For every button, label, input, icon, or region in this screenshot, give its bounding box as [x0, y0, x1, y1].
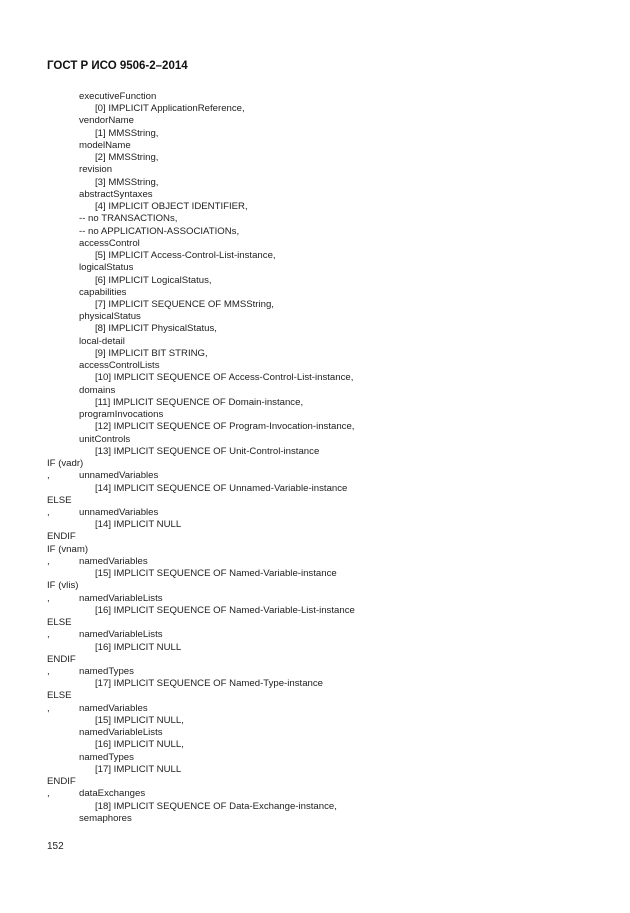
code-line: [0, 690, 630, 702]
code-line: [0, 666, 630, 678]
code-line-text: modelName: [79, 139, 131, 151]
code-line-text: unitControls: [79, 433, 131, 445]
code-line-text: capabilities: [79, 286, 127, 298]
page-number: 152: [47, 841, 64, 852]
code-line: [0, 495, 630, 507]
code-line: [0, 617, 630, 629]
code-line: [0, 507, 630, 519]
code-line: [0, 593, 630, 605]
code-line-text: [14] IMPLICIT NULL: [95, 519, 182, 531]
code-line: [0, 348, 630, 360]
code-line: [0, 262, 630, 274]
document-header: ГОСТ Р ИСО 9506-2–2014: [47, 60, 188, 72]
code-line: [0, 250, 630, 262]
code-line: [0, 213, 630, 225]
code-line-text: executiveFunction: [79, 91, 157, 102]
code-line: [0, 128, 630, 140]
code-line: [0, 739, 630, 751]
code-line-text: [1] MMSString,: [95, 127, 159, 139]
code-line: [0, 458, 630, 470]
code-line-text: namedVariableLists: [79, 629, 163, 641]
code-line-text: namedTypes: [79, 666, 134, 678]
code-line: [0, 605, 630, 617]
code-line: [0, 421, 630, 433]
code-line: [0, 189, 630, 201]
code-line-text: logicalStatus: [79, 262, 134, 274]
comma-separator: ,: [47, 702, 50, 714]
code-line: [0, 385, 630, 397]
code-line: [0, 764, 630, 776]
code-line: [0, 275, 630, 287]
code-line-text: namedVariableLists: [79, 592, 163, 604]
code-line: [0, 164, 630, 176]
code-line-text: IF (vadr): [47, 458, 84, 470]
code-line-text: ENDIF: [47, 653, 76, 665]
code-line: [0, 703, 630, 715]
code-line: [0, 323, 630, 335]
comma-separator: ,: [47, 470, 50, 482]
code-line: [0, 238, 630, 250]
code-line-text: [18] IMPLICIT SEQUENCE OF Data-Exchange-instance,: [95, 800, 337, 812]
code-line-text: semaphores: [79, 812, 132, 824]
code-line: [0, 629, 630, 641]
code-line-text: abstractSyntaxes: [79, 188, 153, 200]
code-line: [0, 152, 630, 164]
code-line: [0, 678, 630, 690]
code-line-text: -- no TRANSACTIONs,: [79, 213, 178, 225]
code-line: [0, 115, 630, 127]
code-line-text: [16] IMPLICIT NULL: [95, 641, 182, 653]
code-line-text: accessControl: [79, 237, 140, 249]
code-line-text: local-detail: [79, 335, 125, 347]
code-line-text: [17] IMPLICIT SEQUENCE OF Named-Type-instance: [95, 678, 324, 690]
code-line: [0, 483, 630, 495]
code-line-text: IF (vnam): [47, 543, 89, 555]
code-line-text: domains: [79, 384, 116, 396]
code-line-text: IF (vlis): [47, 580, 79, 592]
code-line-text: [14] IMPLICIT SEQUENCE OF Unnamed-Variable-instance: [95, 482, 348, 494]
code-line-text: accessControlLists: [79, 360, 160, 372]
code-line-text: ELSE: [47, 617, 72, 629]
code-line: [0, 727, 630, 739]
code-line-text: physicalStatus: [79, 311, 141, 323]
code-line: [0, 531, 630, 543]
code-line-text: [0] IMPLICIT ApplicationReference,: [95, 103, 245, 115]
code-line: [0, 409, 630, 421]
code-line-text: [17] IMPLICIT NULL: [95, 763, 182, 775]
code-line-text: unnamedVariables: [79, 506, 159, 518]
code-line: [0, 752, 630, 764]
code-line-text: ENDIF: [47, 776, 76, 788]
code-line-text: [15] IMPLICIT NULL,: [95, 714, 184, 726]
code-line-text: [4] IMPLICIT OBJECT IDENTIFIER,: [95, 201, 248, 213]
code-line-text: [12] IMPLICIT SEQUENCE OF Program-Invocation-instance,: [95, 421, 355, 433]
code-line: [0, 287, 630, 299]
code-line-text: [8] IMPLICIT PhysicalStatus,: [95, 323, 217, 335]
comma-separator: ,: [47, 506, 50, 518]
code-line: [0, 788, 630, 800]
code-line-text: [7] IMPLICIT SEQUENCE OF MMSString,: [95, 298, 274, 310]
code-line-text: namedVariables: [79, 555, 148, 567]
comma-separator: ,: [47, 666, 50, 678]
code-line: [0, 103, 630, 115]
code-line: [0, 556, 630, 568]
code-line: [0, 776, 630, 788]
code-line-text: [15] IMPLICIT SEQUENCE OF Named-Variable-instance: [95, 568, 337, 580]
code-line: [0, 568, 630, 580]
code-line: [0, 201, 630, 213]
comma-separator: ,: [47, 592, 50, 604]
code-line-text: vendorName: [79, 115, 134, 127]
code-line-text: ENDIF: [47, 531, 76, 543]
code-line: [0, 372, 630, 384]
code-line-text: [10] IMPLICIT SEQUENCE OF Access-Control-List-instance,: [95, 372, 354, 384]
code-line-text: [3] MMSString,: [95, 176, 159, 188]
code-line: [0, 397, 630, 409]
comma-separator: ,: [47, 788, 50, 800]
asn1-code-listing: [0, 91, 630, 825]
code-line: [0, 642, 630, 654]
code-line: [0, 226, 630, 238]
code-line: [0, 470, 630, 482]
code-line: [0, 434, 630, 446]
code-line: [0, 311, 630, 323]
code-line-text: revision: [79, 164, 113, 176]
code-line-text: [13] IMPLICIT SEQUENCE OF Unit-Control-instance: [95, 445, 320, 457]
code-line-text: [2] MMSString,: [95, 152, 159, 164]
code-line-text: [9] IMPLICIT BIT STRING,: [95, 347, 208, 359]
code-line-text: ELSE: [47, 690, 72, 702]
code-line: [0, 360, 630, 372]
code-line-text: [16] IMPLICIT SEQUENCE OF Named-Variable-List-instance: [95, 604, 355, 616]
code-line-text: namedVariables: [79, 702, 148, 714]
code-line: [0, 801, 630, 813]
code-line: [0, 446, 630, 458]
code-line: [0, 177, 630, 189]
code-line: [0, 336, 630, 348]
code-line-text: namedVariableLists: [79, 727, 163, 739]
code-line-text: -- no APPLICATION-ASSOCIATIONs,: [79, 225, 240, 237]
code-line-text: [16] IMPLICIT NULL,: [95, 739, 184, 751]
code-line: [0, 715, 630, 727]
code-line: [0, 580, 630, 592]
code-line-text: [6] IMPLICIT LogicalStatus,: [95, 274, 212, 286]
code-line: [0, 140, 630, 152]
code-line: [0, 544, 630, 556]
code-line: [0, 519, 630, 531]
code-line: [0, 654, 630, 666]
code-line-text: unnamedVariables: [79, 470, 159, 482]
code-line-text: programInvocations: [79, 409, 164, 421]
code-line: [0, 813, 630, 825]
code-line: [0, 91, 630, 103]
comma-separator: ,: [47, 555, 50, 567]
code-line-text: namedTypes: [79, 751, 134, 763]
code-line-text: dataExchanges: [79, 788, 146, 800]
code-line: [0, 299, 630, 311]
code-line-text: ELSE: [47, 494, 72, 506]
code-line-text: [11] IMPLICIT SEQUENCE OF Domain-instance,: [95, 396, 304, 408]
comma-separator: ,: [47, 629, 50, 641]
code-line-text: [5] IMPLICIT Access-Control-List-instance,: [95, 250, 276, 262]
